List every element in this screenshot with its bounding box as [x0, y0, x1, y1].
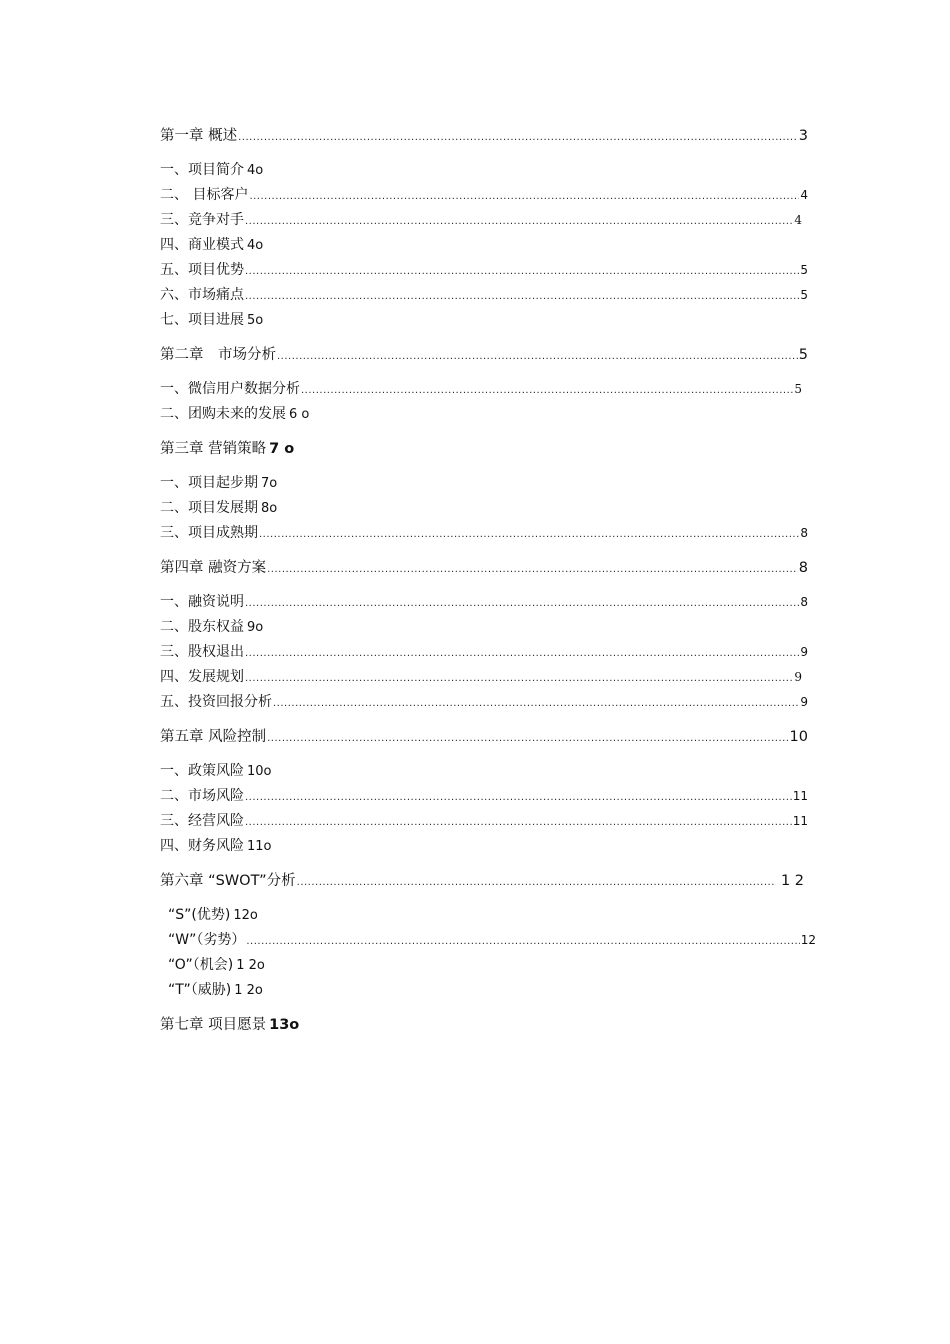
toc-entry-label: 五、投资回报分析 [160, 694, 272, 710]
toc-chapter-3[interactable] [160, 437, 808, 462]
toc-chapter-label: 第二章 市场分析 [160, 347, 276, 363]
toc-chapter-4[interactable] [160, 556, 808, 581]
toc-entry-label: “O”（机会) [168, 957, 234, 973]
toc-chapter-label: 第四章 融资方案 [160, 560, 267, 576]
toc-page-number: 5 [800, 288, 808, 302]
toc-leader [267, 726, 788, 751]
toc-entry[interactable] [160, 308, 808, 333]
toc-leader [245, 209, 793, 234]
toc-entry-label: 二、市场风险 [160, 788, 244, 804]
toc-page-number: 8 [798, 560, 808, 576]
toc-entry[interactable] [160, 402, 808, 427]
table-of-contents [160, 124, 816, 1038]
toc-entry[interactable] [160, 590, 808, 615]
toc-leader [245, 785, 792, 810]
toc-entry[interactable] [160, 809, 808, 834]
toc-entry[interactable] [160, 978, 816, 1003]
toc-page-number: 7 o [269, 441, 295, 457]
toc-leader [297, 870, 776, 895]
toc-leader [273, 691, 799, 716]
toc-leader [277, 344, 798, 369]
toc-leader [238, 125, 798, 150]
toc-entry-label: 四、商业模式 [160, 237, 244, 253]
toc-page-number: 5 [800, 263, 808, 277]
toc-leader [245, 284, 799, 309]
toc-chapter-6[interactable] [160, 869, 808, 894]
toc-leader [259, 522, 799, 547]
toc-chapter-label: 第六章 “SWOT”分析 [160, 873, 296, 889]
toc-entry-label: 二、项目发展期 [160, 500, 258, 516]
toc-entry-label: 一、融资说明 [160, 594, 244, 610]
toc-page-number: 4 [800, 188, 808, 202]
toc-chapter-label: 第三章 营销策略 [160, 441, 267, 457]
toc-entry-label: 一、微信用户数据分析 [160, 381, 300, 397]
toc-chapter-5[interactable] [160, 725, 808, 750]
toc-entry-label: 四、发展规划 [160, 669, 244, 685]
toc-page-number: 8 [800, 595, 808, 609]
toc-page-number: 1 2o [234, 983, 263, 998]
toc-entry[interactable] [160, 953, 816, 978]
toc-entry[interactable] [160, 784, 808, 809]
toc-leader [301, 378, 793, 403]
toc-page-number: 8o [261, 501, 278, 516]
toc-entry-label: “S”(优势) [168, 907, 231, 923]
toc-page-number: 12o [233, 908, 258, 923]
toc-entry[interactable] [160, 258, 808, 283]
toc-entry-label: 四、财务风险 [160, 838, 244, 854]
toc-leader [245, 641, 799, 666]
toc-chapter-label: 第一章 概述 [160, 128, 238, 144]
toc-page-number: 4 [794, 213, 802, 227]
toc-entry[interactable] [160, 471, 808, 496]
toc-entry-label: 七、项目进展 [160, 312, 244, 328]
toc-entry-label: 一、政策风险 [160, 763, 244, 779]
toc-entry-label: “T”（威胁) [168, 982, 232, 998]
toc-page-number: 7o [261, 476, 278, 491]
toc-entry-label: 二、 目标客户 [160, 187, 249, 203]
toc-page-number: 4o [247, 238, 264, 253]
toc-leader [246, 929, 799, 954]
toc-page-number: 9o [247, 620, 264, 635]
toc-entry-label: 三、股权退出 [160, 644, 244, 660]
toc-entry[interactable] [160, 233, 808, 258]
toc-entry[interactable] [160, 283, 808, 308]
toc-page-number: 11 [792, 814, 808, 828]
toc-page-number: 13o [269, 1017, 300, 1033]
toc-page-number: 9 [800, 695, 808, 709]
toc-entry[interactable] [160, 183, 808, 208]
toc-entry[interactable] [160, 615, 808, 640]
toc-entry[interactable] [160, 665, 808, 690]
toc-chapter-label: 第五章 风险控制 [160, 729, 267, 745]
toc-page-number: 5o [247, 313, 264, 328]
toc-page-number: 6 o [289, 407, 310, 422]
toc-entry[interactable] [160, 521, 808, 546]
toc-page-number: 1 2 [780, 873, 804, 889]
toc-entry-label: 三、项目成熟期 [160, 525, 258, 541]
toc-chapter-7[interactable] [160, 1013, 808, 1038]
toc-page-number: 4o [247, 163, 264, 178]
toc-page-number: 5 [794, 382, 802, 396]
toc-page-number: 11 [792, 789, 808, 803]
toc-page-number: 1 2o [236, 958, 265, 973]
toc-page-number: 8 [800, 526, 808, 540]
toc-entry-label: 六、市场痛点 [160, 287, 244, 303]
toc-entry-label: 三、经营风险 [160, 813, 244, 829]
toc-entry[interactable] [160, 690, 808, 715]
toc-entry[interactable] [160, 158, 808, 183]
toc-entry[interactable] [160, 640, 808, 665]
toc-chapter-label: 第七章 项目愿景 [160, 1017, 267, 1033]
toc-leader [245, 591, 799, 616]
toc-entry[interactable] [160, 377, 808, 402]
toc-entry-label: 二、团购未来的发展 [160, 406, 286, 422]
toc-leader [245, 810, 792, 835]
toc-entry[interactable] [160, 928, 816, 953]
toc-entry[interactable] [160, 834, 808, 859]
toc-chapter-2[interactable] [160, 343, 808, 368]
toc-page-number: 3 [798, 128, 808, 144]
toc-page-number: 10 [789, 729, 808, 745]
toc-entry[interactable] [160, 208, 808, 233]
toc-entry[interactable] [160, 496, 808, 521]
toc-entry-label: 三、竞争对手 [160, 212, 244, 228]
toc-page-number: 9 [800, 645, 808, 659]
toc-entry[interactable] [160, 759, 808, 784]
toc-chapter-1[interactable] [160, 124, 808, 149]
toc-leader [267, 557, 798, 582]
toc-page-number: 9 [794, 670, 802, 684]
toc-entry-label: “W”（劣势） [168, 932, 246, 948]
toc-leader [245, 666, 793, 691]
toc-entry[interactable] [160, 903, 816, 928]
toc-page-number: 11o [247, 839, 272, 854]
toc-entry-label: 一、项目简介 [160, 162, 244, 178]
toc-entry-label: 一、项目起步期 [160, 475, 258, 491]
toc-entry-label: 五、项目优势 [160, 262, 244, 278]
toc-page-number: 12 [800, 933, 816, 947]
toc-leader [245, 259, 799, 284]
toc-leader [249, 184, 799, 209]
toc-page-number: 10o [247, 764, 272, 779]
toc-entry-label: 二、股东权益 [160, 619, 244, 635]
toc-page-number: 5 [798, 347, 808, 363]
